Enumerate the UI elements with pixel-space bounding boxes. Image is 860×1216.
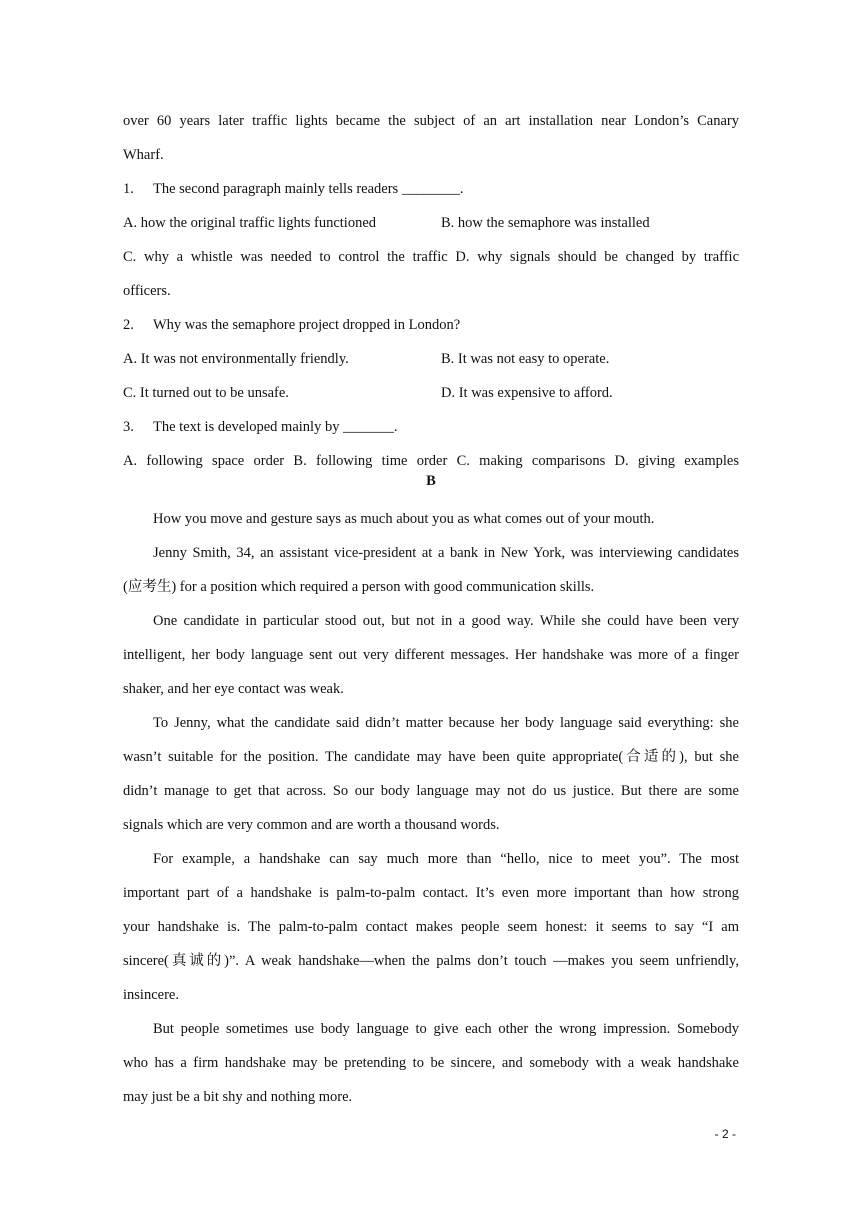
passage-paragraph — [123, 842, 739, 1012]
question-3-options: A. following space order B. following time order C. making comparisons D. giving examples — [123, 453, 739, 469]
option-d: D. It was expensive to afford. — [441, 385, 613, 401]
paragraph-line: One candidate in particular stood out, but not in a good way. While she could have been very — [153, 613, 739, 629]
option-a: A. how the original traffic lights functioned — [123, 215, 377, 231]
section-title: B — [426, 473, 436, 489]
paragraph-line: your handshake is. The palm-to-palm contact makes people seem honest: it seems to say “I am — [123, 919, 739, 935]
option-a: A. It was not environmentally friendly. — [123, 351, 349, 367]
paragraph-line: signals which are very common and are worth a thousand words. — [123, 817, 500, 833]
paragraph-line: important part of a handshake is palm-to-palm contact. It’s even more important than how strong — [123, 885, 739, 901]
passage-paragraph — [123, 604, 739, 706]
paragraph-line: shaker, and her eye contact was weak. — [123, 681, 344, 697]
paragraph-line: But people sometimes use body language to give each other the wrong impression. Somebody — [153, 1021, 739, 1037]
question-number: 2. — [123, 317, 134, 333]
passage-paragraph — [123, 536, 739, 604]
paragraph-line: may just be a bit shy and nothing more. — [123, 1089, 353, 1105]
question-text: The text is developed mainly by _______. — [153, 419, 398, 435]
paragraph-line: To Jenny, what the candidate said didn’t matter because her body language said everything: she — [153, 715, 739, 731]
question-1-options-cd: C. why a whistle was needed to control the traffic D. why signals should be changed by traffic — [123, 249, 739, 265]
option-b: B. how the semaphore was installed — [441, 215, 650, 231]
intro-line: Wharf. — [123, 147, 164, 163]
question-1-stem — [123, 172, 739, 206]
option-c: C. It turned out to be unsafe. — [123, 385, 289, 401]
question-2-stem — [123, 308, 739, 342]
question-number: 1. — [123, 181, 134, 197]
question-number: 3. — [123, 419, 134, 435]
paragraph-line: (应考生) for a position which required a person with good communication skills. — [123, 579, 595, 595]
question-2-options-cd — [123, 376, 739, 410]
question-2-options-ab — [123, 342, 739, 376]
paragraph-line: who has a firm handshake may be pretending to be sincere, and somebody with a weak handshake — [123, 1055, 739, 1071]
paragraph-line: insincere. — [123, 987, 179, 1003]
paragraph-line: For example, a handshake can say much more than “hello, nice to meet you”. The most — [153, 851, 739, 867]
passage-paragraph — [123, 1012, 739, 1114]
paragraph-line: How you move and gesture says as much about you as what comes out of your mouth. — [153, 511, 655, 527]
intro-line: over 60 years later traffic lights became the subject of an art installation near London’s Canary — [123, 113, 739, 129]
question-text: The second paragraph mainly tells readers ________. — [153, 181, 464, 197]
question-1-options-cd-cont: officers. — [123, 283, 171, 299]
paragraph-line: didn’t manage to get that across. So our body language may not do us justice. But there are some — [123, 783, 739, 799]
question-3-stem — [123, 410, 739, 444]
passage-paragraph — [123, 706, 739, 842]
page-number: - 2 - — [714, 1127, 736, 1141]
text-column — [123, 104, 739, 1114]
paragraph-line: Jenny Smith, 34, an assistant vice-president at a bank in New York, was interviewing candidates — [153, 545, 739, 561]
passage-paragraph — [123, 502, 739, 536]
question-1-options-ab — [123, 206, 739, 240]
question-text: Why was the semaphore project dropped in London? — [153, 317, 461, 333]
paragraph-line: wasn’t suitable for the position. The candidate may have been quite appropriate(合适的), but she — [123, 749, 739, 765]
paragraph-line: sincere(真诚的)”. A weak handshake—when the palms don’t touch —makes you seem unfriendly, — [123, 953, 739, 969]
option-b: B. It was not easy to operate. — [441, 351, 610, 367]
paragraph-line: intelligent, her body language sent out very different messages. Her handshake was more of a finger — [123, 647, 739, 663]
